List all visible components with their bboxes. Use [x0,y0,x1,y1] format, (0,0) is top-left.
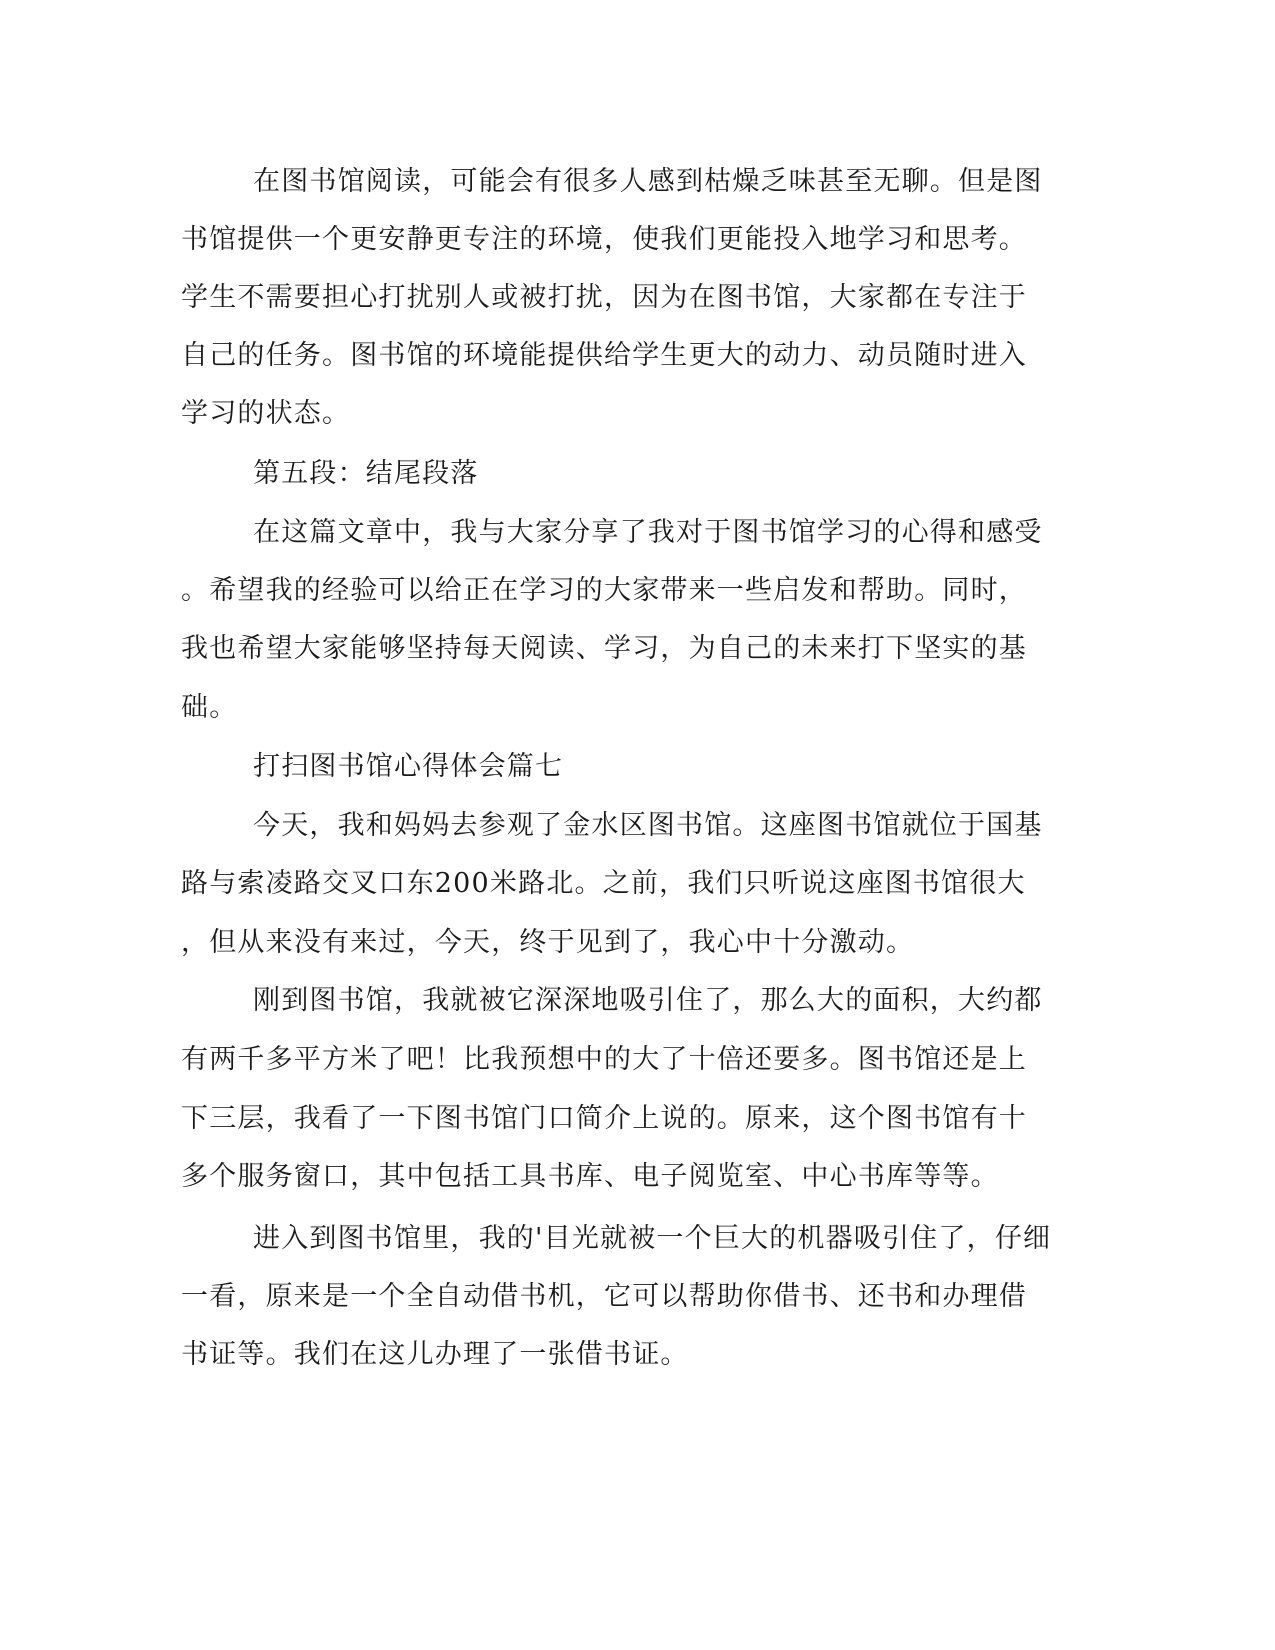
text-line: ，但从来没有来过，今天，终于见到了，我心中十分激动。 [181,927,915,958]
section-heading: 第五段：结尾段落 [253,458,479,489]
text-line: 书证等。我们在这儿办理了一张借书证。 [181,1339,689,1370]
text-line: 础。 [181,692,238,723]
text-line: 今天，我和妈妈去参观了金水区图书馆。这座图书馆就位于国基 [253,810,1043,841]
text-line: 下三层，我看了一下图书馆门口简介上说的。原来，这个图书馆有十 [181,1103,1027,1134]
text-line: 一看，原来是一个全自动借书机，它可以帮助你借书、还书和办理借 [181,1281,1027,1312]
section-heading: 打扫图书馆心得体会篇七 [253,751,564,782]
text-line: 有两千多平方米了吧！比我预想中的大了十倍还要多。图书馆还是上 [181,1044,1027,1075]
text-line: 刚到图书馆，我就被它深深地吸引住了，那么大的面积，大约都 [253,985,1043,1016]
text-line: 学生不需要担心打扰别人或被打扰，因为在图书馆，大家都在专注于 [181,282,1027,313]
text-line: 路与索凌路交叉口东200米路北。之前，我们只听说这座图书馆很大 [181,868,1026,899]
text-line: 。希望我的经验可以给正在学习的大家带来一些启发和帮助。同时， [181,575,1027,606]
text-line: 我也希望大家能够坚持每天阅读、学习，为自己的未来打下坚实的基 [181,633,1027,664]
text-line: 多个服务窗口，其中包括工具书库、电子阅览室、中心书库等等。 [181,1161,999,1192]
text-line: 进入到图书馆里，我的'目光就被一个巨大的机器吸引住了，仔细 [253,1223,1052,1254]
text-line: 在这篇文章中，我与大家分享了我对于图书馆学习的心得和感受 [253,517,1043,548]
text-line: 自己的任务。图书馆的环境能提供给学生更大的动力、动员随时进入 [181,340,1027,371]
text-line: 学习的状态。 [181,398,351,429]
text-line: 在图书馆阅读，可能会有很多人感到枯燥乏味甚至无聊。但是图 [253,166,1043,197]
text-line: 书馆提供一个更安静更专注的环境，使我们更能投入地学习和思考。 [181,224,1027,255]
